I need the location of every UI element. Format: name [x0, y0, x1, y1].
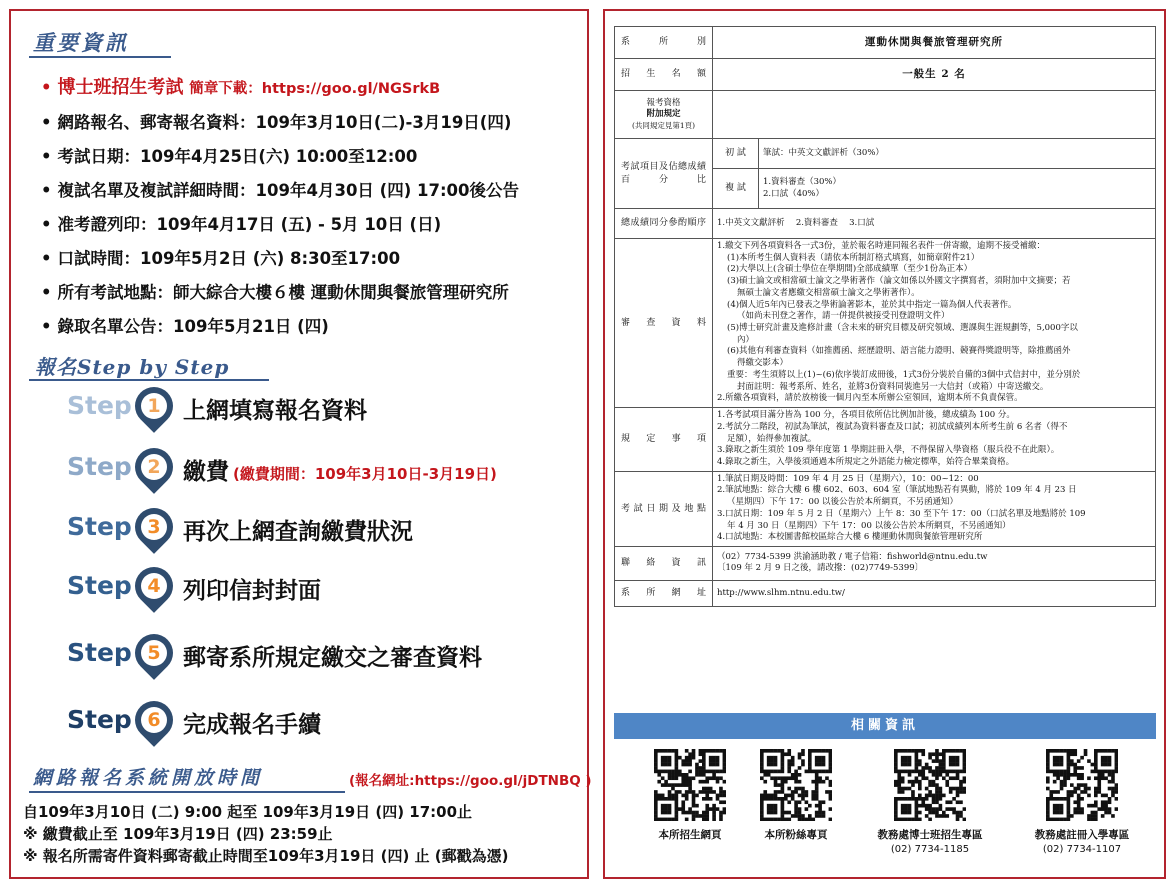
related-info-bar: 相關資訊: [614, 713, 1156, 739]
admission-info-table: [614, 26, 1156, 607]
step-number: 4: [141, 573, 167, 599]
qr-label: 本所粉絲專頁: [764, 829, 828, 841]
qr-phone: (02) 7734-1185: [890, 844, 970, 855]
step-3: [11, 508, 591, 558]
bullet: •: [41, 78, 52, 97]
review-label: 審查資料: [615, 239, 713, 408]
step-1: [11, 387, 591, 437]
mail-deadline-line: ※ 報名所需寄件資料郵寄截止時間至109年3月19日 (四) 止 (郵戳為憑): [23, 847, 509, 865]
step-5: [11, 634, 591, 684]
qualification-label: 報考資格 附加規定 (共同規定見第1頁): [615, 91, 713, 139]
row-contact: [615, 546, 1156, 580]
map-pin-icon: [127, 626, 181, 680]
qr-block-admission-page: [635, 749, 745, 842]
qr-block-phd-admission: [855, 749, 1005, 855]
map-pin-icon: [127, 559, 181, 613]
qr-code-icon[interactable]: [654, 749, 726, 821]
rules-value: 1.各考試項目滿分皆為 100 分，各項目依所佔比例加計後，總成績為 100 分。 2.考試分二階段，初試為筆試，複試為資料審查及口試；初試成績列本所考生前 6 名者（得不 足額），始得參加複試。 3.錄取之新生須於 109 學年度第 1 學期註冊入學，不得保留入學資格（服兵役不在此限）。 4.錄取之新生，入學後須通過本所規定之外語能力檢定標準，始符合畢業資格。: [713, 408, 1156, 472]
tie-break-value: 1.中英文文獻評析 2.資料審查 3.口試: [713, 209, 1156, 239]
bullet: •: [41, 147, 52, 166]
payment-period-note: (繳費期間：109年3月10日-3月19日): [233, 465, 497, 483]
exam-items-label: 考試項目及佔總成績百分比: [615, 139, 713, 209]
step-text: 列印信封封面: [183, 578, 321, 604]
steps-title: 報名Step by Step: [35, 355, 230, 379]
step-number: 3: [141, 514, 167, 540]
quota-label: 招生名額: [615, 59, 713, 91]
step-number: 5: [141, 640, 167, 666]
qr-phone: (02) 7734-1107: [1042, 844, 1122, 855]
bullet: •: [41, 317, 52, 336]
first-exam-value: 筆試：中英文文獻評析（30%）: [759, 139, 1156, 169]
bullet: •: [41, 215, 52, 234]
qr-label: 教務處註冊入學專區: [1034, 829, 1130, 841]
map-pin-icon: [127, 500, 181, 554]
qualification-value: [713, 91, 1156, 139]
qr-code-icon[interactable]: [1046, 749, 1118, 821]
info-text: 准考證列印：109年4月17日 (五) - 5月 10日 (日): [57, 215, 442, 234]
review-value: 1.繳交下列各項資料各一式3份，並於報名時連同報名表件一併寄繳，逾期不接受補繳： (1)本所考生個人資料表（請依本所制訂格式填寫，如簡章附件21） (2)大學以上(含碩士學位在學期間)全部成績單（至少1份為正本） (3)碩士論文或相當碩士論文之學術著作（論文如係以外國文字撰寫者，須附加中文摘要；若 無碩士論文者應繳交相當碩士論文之學術著作）。 (4)個人近5年內已發表之學術論著影本，並於其中指定一篇為個人代表著作。 （如尚未刊登之著作，請一併提供被接受刊登證明文件） (5)博士研究計畫及進修計畫（含未來的研究目標及研究領域、選課與生涯規劃等，5,000字以 內） (6)其他有利審查資料（如推薦函、經歷證明、語言能力證明、競賽得獎證明等，除推薦函外 得繳交影本） 重要：考生須將以上(1)~(6)依序裝訂成冊後，1式3份分裝於自備的3個中式信封中，並分別於 封面註明：報考系所、姓名，並將3份資料同裝進另一大信封（或箱）中寄送繳交。 2.所繳各項資料，請於放榜後一個月內至本所辦公室領回，逾期本所不負責保管。: [713, 239, 1156, 408]
website-label: 系所網址: [615, 580, 713, 606]
step-6: [11, 701, 591, 751]
registration-url-link[interactable]: (報名網址:https://goo.gl/jDTNBQ ): [349, 773, 592, 789]
right-panel: [603, 9, 1166, 879]
payment-deadline-line: ※ 繳費截止至 109年3月19日 (四) 23:59止: [23, 825, 333, 843]
dept-value: 運動休閒與餐旅管理研究所: [713, 27, 1156, 59]
rules-label: 規定事項: [615, 408, 713, 472]
info-text: 錄取名單公告：109年5月21日 (四): [57, 317, 329, 336]
info-line-7: [41, 313, 329, 337]
qr-label: 本所招生網頁: [658, 829, 722, 841]
row-qualification: [615, 91, 1156, 139]
left-panel: [9, 9, 592, 879]
info-text: 網路報名、郵寄報名資料：109年3月10日(二)-3月19日(四): [57, 113, 512, 132]
contact-value: （02）7734-5399 洪渝涵助教 / 電子信箱：fishworld@ntnu.edu.tw 〔109 年 2 月 9 日之後，請改撥：(02)7749-5399〕: [713, 546, 1156, 580]
map-pin-icon: [127, 440, 181, 494]
step-2: [11, 448, 591, 498]
info-line-1: [41, 109, 511, 133]
qr-code-icon[interactable]: [894, 749, 966, 821]
bullet: •: [41, 283, 52, 302]
info-line-4: [41, 211, 441, 235]
first-exam-label: 初 試: [713, 139, 759, 169]
info-text: 複試名單及複試詳細時間：109年4月30日 (四) 17:00後公告: [57, 181, 520, 200]
step-word: Step: [67, 452, 132, 481]
title-underline: [29, 56, 171, 58]
info-text: 口試時間：109年5月2日 (六) 8:30至17:00: [57, 249, 401, 268]
map-pin-icon: [127, 379, 181, 433]
step-text: 再次上網查詢繳費狀況: [183, 519, 413, 545]
headline-line: [41, 73, 440, 99]
second-exam-label: 複 試: [713, 169, 759, 209]
step-number: 2: [141, 454, 167, 480]
info-text: 所有考試地點：師大綜合大樓６樓 運動休閒與餐旅管理研究所: [57, 283, 509, 302]
info-line-5: [41, 245, 400, 269]
qr-code-icon[interactable]: [760, 749, 832, 821]
step-text: 郵寄系所規定繳交之審查資料: [183, 645, 482, 671]
qr-label: 教務處博士班招生專區: [877, 829, 983, 841]
step-number: 1: [141, 393, 167, 419]
row-tie-break: [615, 209, 1156, 239]
contact-label: 聯絡資訊: [615, 546, 713, 580]
quota-value: 一般生 2 名: [713, 59, 1156, 91]
step-word: Step: [67, 638, 132, 667]
step-word: Step: [67, 705, 132, 734]
exam-date-label: 考試日期及地點: [615, 471, 713, 546]
step-word: Step: [67, 571, 132, 600]
title-underline: [29, 379, 269, 381]
second-exam-value: 1.資料審查（30%） 2.口試（40%）: [759, 169, 1156, 209]
phd-exam-headline: 博士班招生考試: [57, 77, 184, 98]
step-4: [11, 567, 591, 617]
tie-break-label: 總成績同分參酌順序: [615, 209, 713, 239]
dept-label: 系所別: [615, 27, 713, 59]
step-text: 上網填寫報名資料: [183, 398, 367, 424]
online-system-title: 網路報名系統開放時間: [33, 767, 264, 789]
bullet: •: [41, 113, 52, 132]
map-pin-icon: [127, 693, 181, 747]
step-word: Step: [67, 391, 132, 420]
row-review: [615, 239, 1156, 408]
step-text: 繳費 (繳費期間：109年3月10日-3月19日): [183, 459, 497, 485]
row-website: [615, 580, 1156, 606]
row-quota: [615, 59, 1156, 91]
qr-block-fan-page: [741, 749, 851, 842]
qr-block-registration: [1007, 749, 1157, 855]
info-line-6: [41, 279, 509, 303]
row-exam-date: [615, 471, 1156, 546]
info-text: 考試日期：109年4月25日(六) 10:00至12:00: [57, 147, 418, 166]
bullet: •: [41, 249, 52, 268]
row-dept: [615, 27, 1156, 59]
info-line-3: [41, 177, 519, 201]
step-number: 6: [141, 707, 167, 733]
step-word: Step: [67, 512, 132, 541]
row-rules: [615, 408, 1156, 472]
exam-date-value: 1.筆試日期及時間：109 年 4 月 25 日（星期六），10：00~12：00 2.筆試地點：綜合大樓 6 樓 602、603、604 室（筆試地點若有異動，將於 109 年 4 月 23 日 （星期四）下午 17：00 以後公告於本所網頁，不另函通知） 3.口試日期：109 年 5 月 2 日（星期六）上午 8：30 至下午 17：00（口試名單及地點將於 109 年 4 月 30 日（星期四）下午 17：00 以後公告於本所網頁，不另函通知） 4.口試地點：本校圖書館校區綜合大樓 6 樓運動休閒與餐旅管理研究所: [713, 471, 1156, 546]
bullet: •: [41, 181, 52, 200]
brochure-download-link[interactable]: 簡章下載：https://goo.gl/NGSrkB: [189, 81, 441, 97]
step-text: 完成報名手續: [183, 712, 321, 738]
website-link[interactable]: http://www.slhm.ntnu.edu.tw/: [713, 580, 1156, 606]
row-exam-first: [615, 139, 1156, 169]
title-underline: [29, 791, 345, 793]
open-time-line: 自109年3月10日 (二) 9:00 起至 109年3月19日 (四) 17:00止: [23, 803, 473, 821]
info-line-2: [41, 143, 417, 167]
important-info-title: 重要資訊: [33, 30, 129, 55]
